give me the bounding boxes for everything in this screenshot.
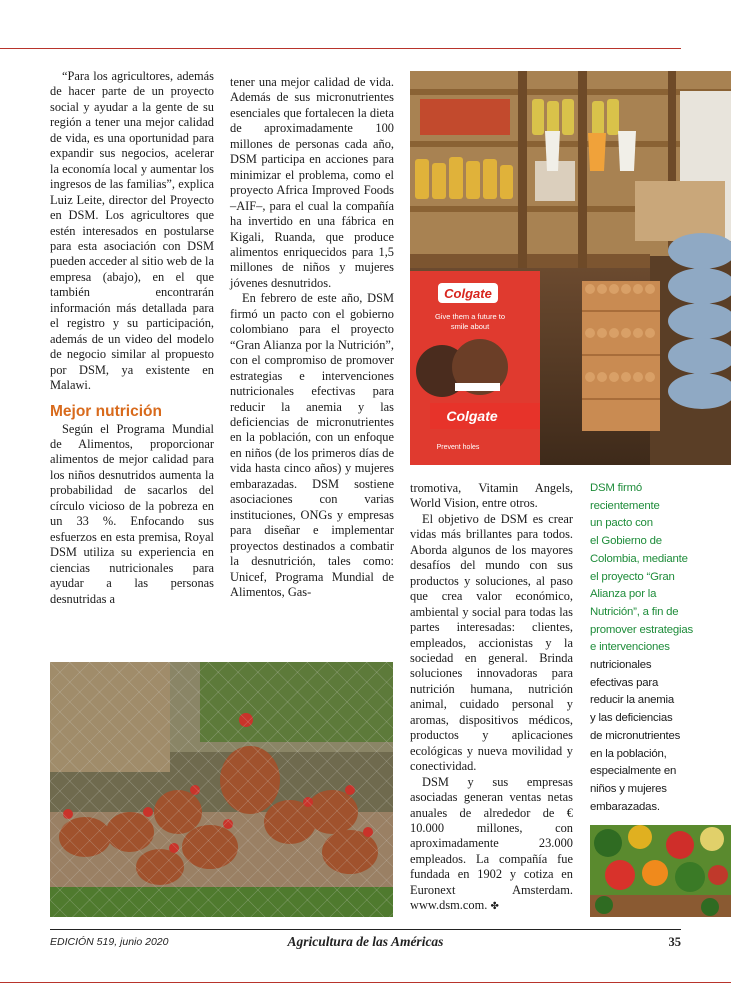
end-mark-icon: ✤ — [490, 901, 499, 913]
poster-brand-bottom: Colgate — [446, 408, 498, 424]
caption-line: recientemente — [590, 499, 660, 512]
poster-slogan-2: smile about — [450, 322, 490, 331]
article-column-3 — [410, 481, 573, 915]
caption-line: embarazadas. — [590, 800, 660, 813]
section-subheading: Mejor nutrición — [50, 402, 162, 420]
page-number: 35 — [668, 935, 681, 949]
caption-line: efectivas para — [590, 676, 659, 689]
edition-label: EDICIÓN 519, junio 2020 — [50, 936, 169, 948]
caption-line: Colombia, mediante — [590, 552, 688, 565]
photo-caption — [590, 480, 710, 816]
article-paragraph: El objetivo de DSM es crear vidas más brillantes para todos. Aborda algunos de los mayores desafíos del mundo con sus productos y soluciones, al paso que crea valor económico, ambiental y social para todas las partes interesadas: clientes, empleados, accionistas y la sociedad en general. Brinda soluciones innovadoras para nutrición humana, nutrición animal, cuidado personal y aromas, dispositivos médicos, productos y aplicaciones ecológicas y nueva movilidad y conectividad. — [410, 511, 573, 774]
caption-line: DSM firmó — [590, 482, 642, 494]
article-paragraph: “Para los agricultores, además de hacer parte de un proyecto social y ayudar a la gente de su región a tener una mejor calidad de vida, es una oportunidad para expandir sus negocios, acelerar la economía local y aumentar los ingresos de las familias”, explica Luiz Leite, director del Proyecto en DSM. Los agricultores que estén interesados en postularse para esta asociación con DSM pueden acceder al sitio web de la empresa (abajo), en el que también encontrarán información más detallada para el registro y su participación, además de un video del modelo de negocio similar al propuesto por DSM, ya existente en Malawi. — [50, 69, 214, 393]
caption-line: el proyecto “Gran — [590, 570, 675, 583]
article-paragraph: tener una mejor calidad de vida. Además de sus micronutrientes esenciales que fortalecen la dieta de aproximadamente 100 millones de personas cada año, DSM participa en acciones para minimizar el problema, como el proyecto Africa Improved Foods –AIF–, para el cual la compañía ha invertido en una fábrica en Kigali, Ruanda, que produce alimentos enriquecidos para 1,5 millones de niños y mujeres jóvenes desnutridos. — [230, 75, 394, 290]
vegetables-photo-illustration — [590, 825, 731, 917]
article-paragraph: Según el Programa Mundial de Alimentos, proporcionar alimentos de mejor calidad para los niños desnutridos aumenta la probabilidad de sacarlos del círculo vicioso de la pobreza en un 33 %. Enfocando sus esfuerzos en esta premisa, Royal DSM utiliza su experiencia en ciencias nutricionales para ayudar a las personas desnutridas a — [50, 421, 214, 606]
article-paragraph: En febrero de este año, DSM firmó un pacto con el gobierno colombiano para el proyecto “Gran Alianza por la Nutrición”, con el compromiso de promover estrategias e intervenciones nutricionales efectivas para reducir la anemia y las deficiencias de micronutrientes en la población, con un enfoque en niños (de los primeros días de vida hasta cinco años) y mujeres embarazadas. DSM sostiene asociaciones con varias instituciones, ONGs y empresas para diseñar e implementar proyectos destinados a combatir la desnutrición, tales como: Unicef, Programa Mundial de Alimentos, Gas- — [230, 291, 394, 599]
vegetables-photo — [590, 825, 731, 917]
shop-photo-illustration — [410, 71, 731, 465]
colgate-poster — [410, 271, 540, 465]
caption-line: en la población, — [590, 747, 667, 760]
hens-photo — [50, 662, 393, 917]
article-paragraph: tromotiva, Vitamin Angels, World Vision, entre otros. — [410, 481, 573, 511]
footer-rule — [50, 929, 681, 930]
article-paragraph — [410, 775, 573, 915]
caption-line: nutricionales — [590, 659, 652, 672]
article-column-2 — [230, 75, 394, 600]
article-closing-text: DSM y sus empresas asociadas generan ventas netas anuales de alrededor de € 10.000 millones, con aproximadamente 23.000 empleados. La compañía fue fundada en 1902 y cotiza en Euronext Amsterdam. www.dsm.com. — [410, 774, 573, 913]
magazine-title: Agricultura de las Américas — [287, 934, 444, 949]
poster-slogan-1: Give them a future to — [434, 312, 506, 321]
caption-line: y las deficiencias — [590, 712, 673, 725]
caption-line: niños y mujeres — [590, 782, 667, 795]
caption-line: reducir la anemia — [590, 694, 674, 707]
top-rule — [0, 48, 681, 49]
caption-line: Alianza por la — [590, 588, 657, 601]
caption-line: un pacto con — [590, 517, 653, 530]
shop-photo — [410, 71, 731, 465]
article-column-1 — [50, 69, 214, 607]
poster-footer: Prevent holes — [436, 444, 480, 451]
hens-photo-illustration — [50, 662, 393, 917]
poster-brand-top: Colgate — [444, 286, 492, 301]
caption-line: Nutrición”, a fin de — [590, 605, 679, 618]
caption-line: el Gobierno de — [590, 535, 662, 548]
caption-line: especialmente en — [590, 765, 677, 778]
page-edge-rule — [0, 982, 731, 983]
caption-line: promover estrategias — [590, 623, 693, 636]
caption-line: e intervenciones — [590, 641, 670, 654]
caption-line: de micronutrientes — [590, 729, 681, 742]
